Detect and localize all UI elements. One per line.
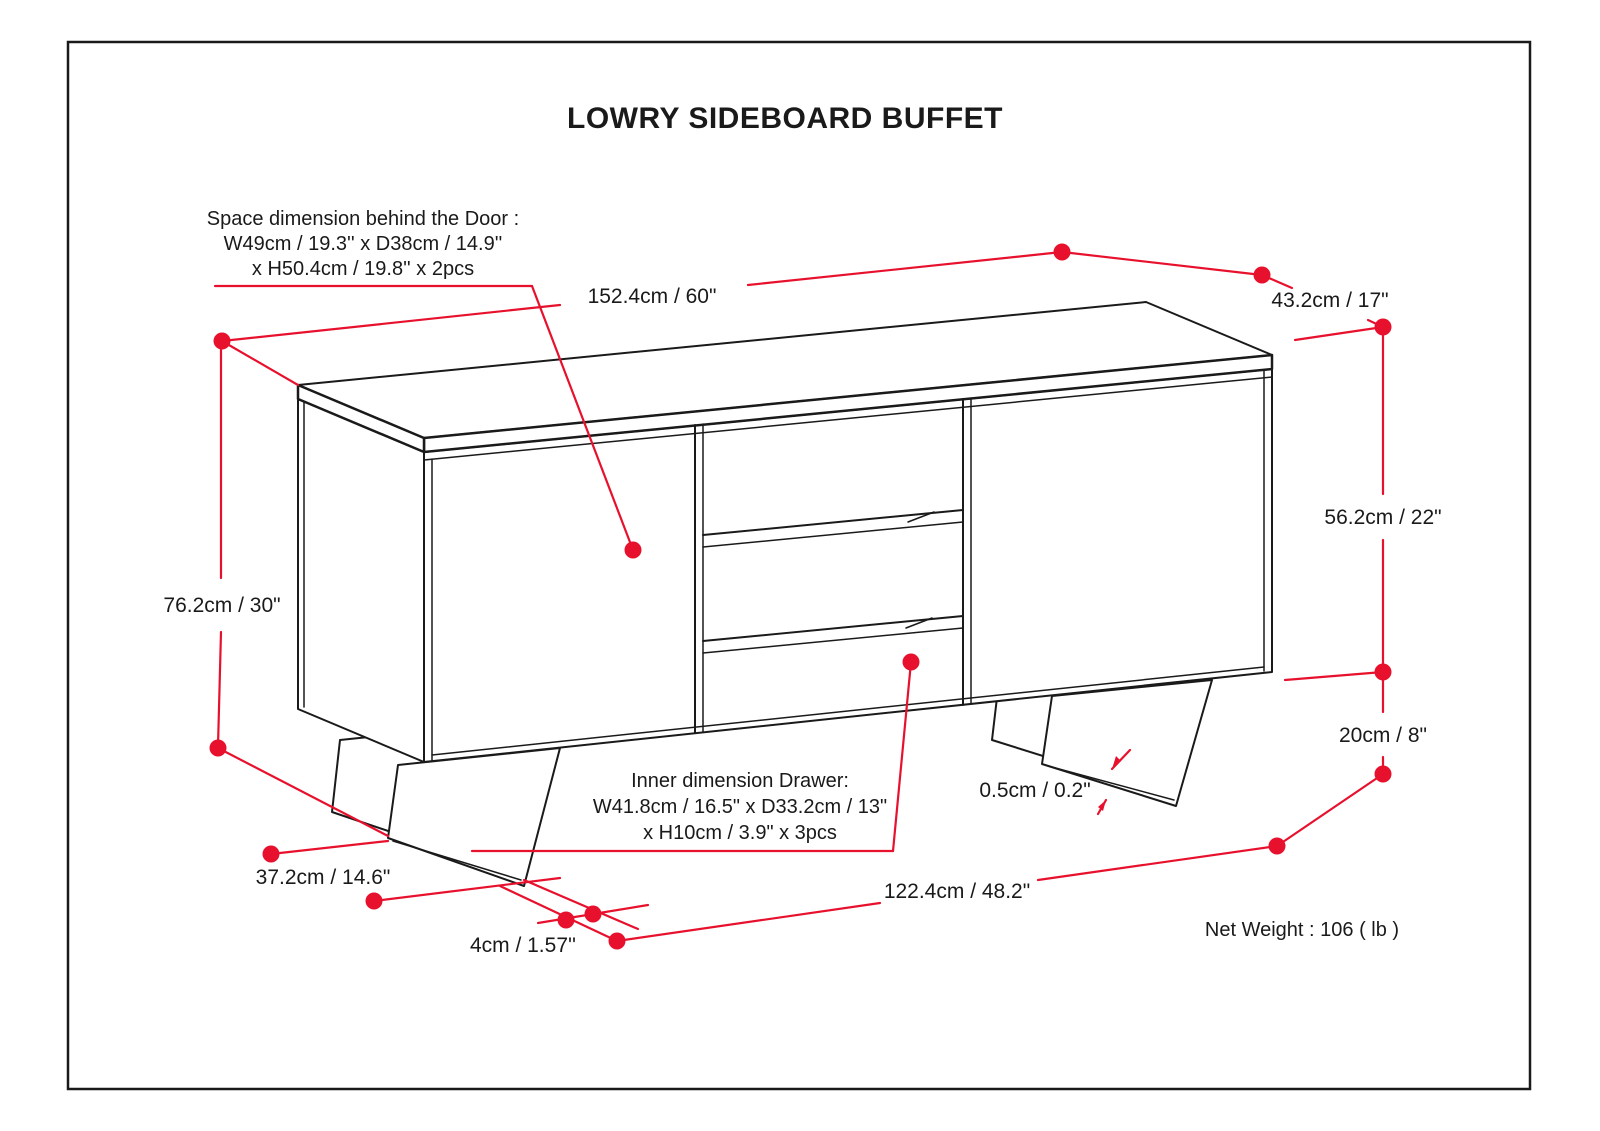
door-space-note-line-2: W49cm / 19.3'' x D38cm / 14.9''	[223, 233, 503, 255]
leg-footprint-dimension-label: 37.2cm / 14.6"	[255, 866, 391, 889]
leg-span-dimension-label: 122.4cm / 48.2"	[883, 880, 1031, 903]
drawer-inner-note-line-2: W41.8cm / 16.5" x D33.2cm / 13"	[592, 796, 888, 818]
page-title: LOWRY SIDEBOARD BUFFET	[567, 102, 1003, 135]
drawer-inner-note-line-3: x H10cm / 3.9" x 3pcs	[643, 822, 837, 844]
drawer-inner-note-line-1: Inner dimension Drawer:	[631, 770, 849, 792]
foot-gap-dimension-label: 0.5cm / 0.2"	[979, 779, 1091, 802]
door-space-note-line-3: x H50.4cm / 19.8'' x 2pcs	[251, 258, 475, 280]
net-weight-label: Net Weight : 106 ( lb )	[1204, 919, 1400, 941]
door-space-note-line-1: Space dimension behind the Door :	[206, 208, 520, 230]
leg-height-dimension-label: 20cm / 8"	[1339, 724, 1427, 747]
width-dimension-label: 152.4cm / 60"	[587, 285, 717, 308]
body-height-dimension-label: 56.2cm / 22"	[1324, 506, 1442, 529]
total-height-dimension-label: 76.2cm / 30"	[163, 594, 281, 617]
left-side-panel	[298, 399, 424, 762]
leg-thickness-dimension-label: 4cm / 1.57''	[469, 934, 577, 957]
depth-dimension-label: 43.2cm / 17"	[1271, 289, 1389, 312]
